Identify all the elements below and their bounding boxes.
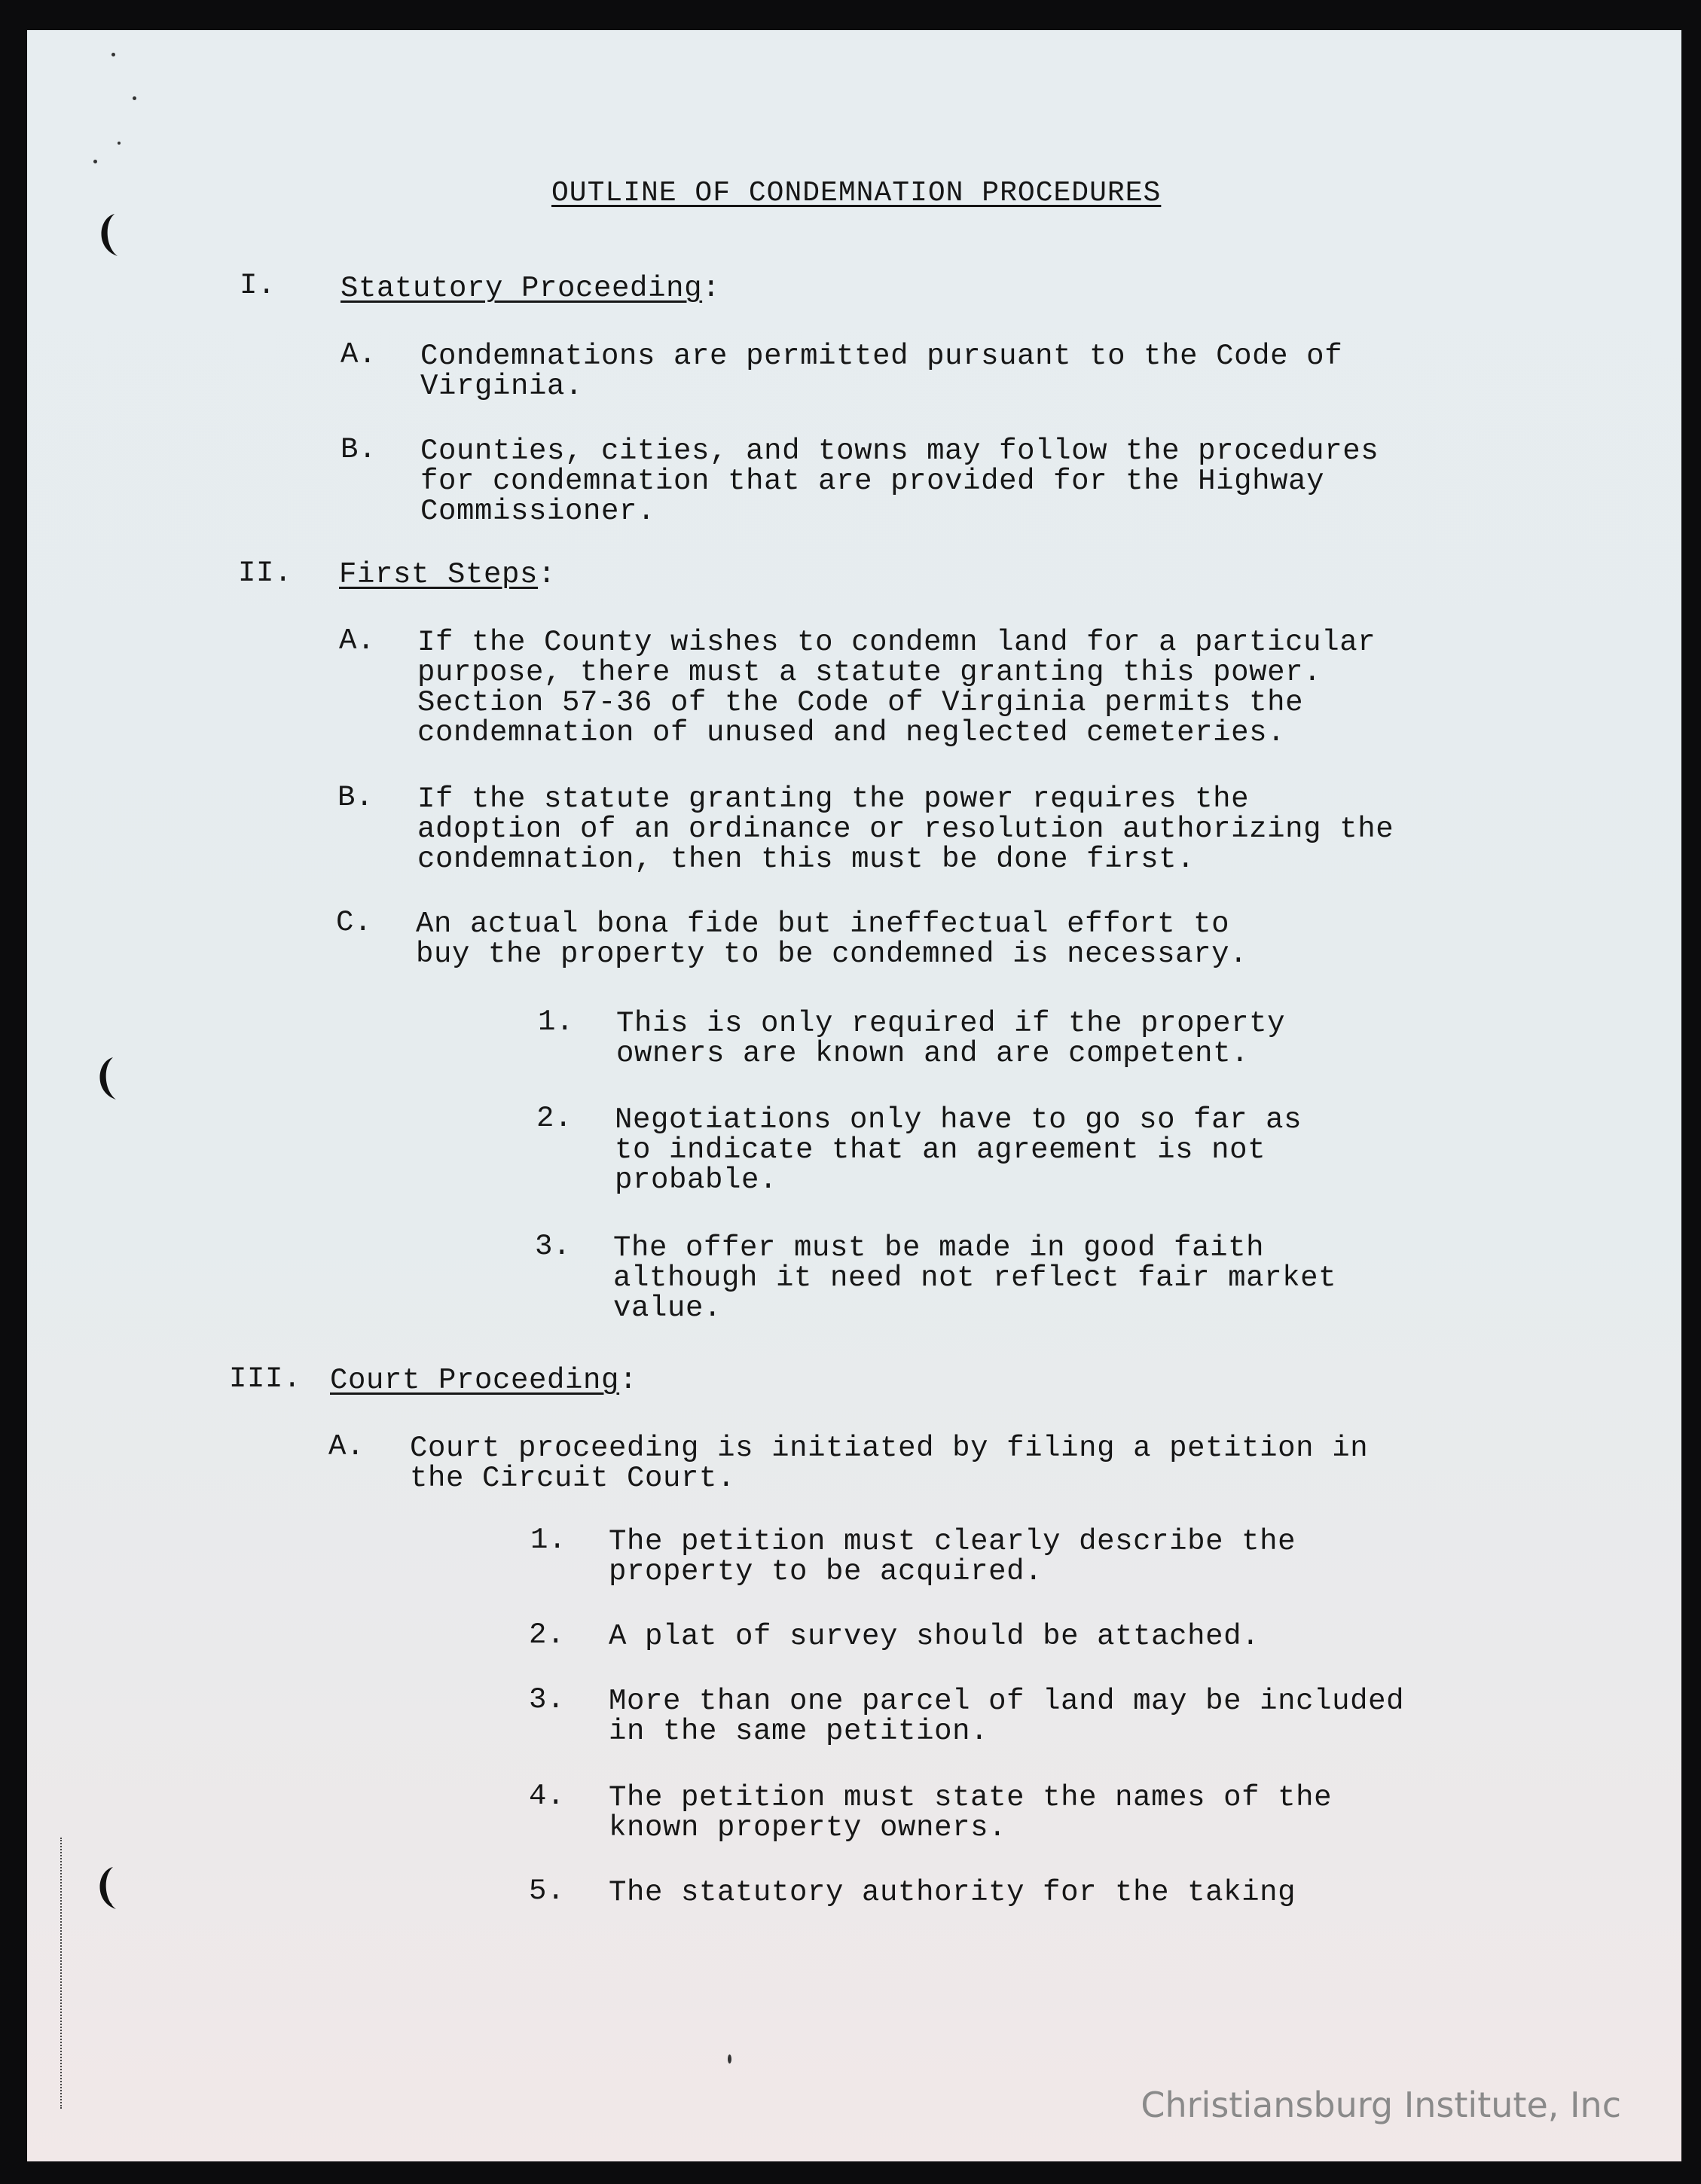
item-text-line: Section 57-36 of the Code of Virginia permits the [417,686,1304,719]
subitem-text-line: property to be acquired. [609,1555,1043,1588]
speck [111,53,115,56]
item-letter: C. [336,906,373,939]
item-letter: B. [337,781,374,814]
document-title: OUTLINE OF CONDEMNATION PROCEDURES [551,177,1162,209]
item-text-line: If the statute granting the power requires the [417,782,1250,816]
item-letter: B. [341,433,377,466]
item-text-line: purpose, there must a statute granting this power. [417,656,1322,689]
subitem-text-line: Negotiations only have to go so far as [615,1103,1302,1136]
item-text-line: Commissioner. [420,495,656,528]
item-text-line: If the County wishes to condemn land for a particular [417,626,1376,659]
punch-hole-icon [90,1864,122,1912]
item-text-line: condemnation of unused and neglected cemeteries. [417,716,1286,749]
subitem-text-line: This is only required if the property [616,1007,1286,1040]
subitem-text-line: The offer must be made in good faith [613,1231,1265,1264]
item-text-line: condemnation, then this must be done first. [417,843,1196,876]
item-text-line: Court proceeding is initiated by filing a petition in [410,1432,1369,1465]
subitem-text-line: The petition must state the names of the [609,1781,1333,1814]
subitem-text-line: known property owners. [609,1811,1007,1844]
subitem-text-line: to indicate that an agreement is not [615,1133,1266,1167]
subitem-number: 1. [538,1005,575,1039]
subitem-number: 1. [530,1524,567,1557]
section-numeral: III. [229,1362,302,1396]
section-numeral: I. [240,269,276,302]
item-letter: A. [341,338,377,371]
subitem-number: 4. [529,1780,566,1813]
subitem-text-line: probable. [615,1164,778,1197]
subitem-text-line: value. [613,1292,722,1325]
subitem-number: 5. [529,1874,566,1908]
subitem-number: 2. [536,1102,573,1135]
subitem-text-line: The petition must clearly describe the [609,1525,1296,1558]
margin-artifact [60,1838,63,2109]
item-text-line: the Circuit Court. [410,1462,736,1495]
item-letter: A. [328,1430,365,1463]
item-letter: A. [339,624,376,657]
watermark-text: Christiansburg Institute, Inc [1141,2085,1621,2125]
subitem-text-line: A plat of survey should be attached. [609,1620,1260,1653]
section-heading: First Steps: [339,558,557,591]
item-text-line: adoption of an ordinance or resolution authorizing the [417,813,1394,846]
document-page [27,30,1681,2161]
subitem-number: 2. [529,1618,566,1652]
punch-hole-icon [90,1054,122,1103]
subitem-number: 3. [529,1683,566,1716]
punch-hole-icon [92,211,124,259]
speck [93,160,97,163]
speck [133,96,136,100]
item-text-line: buy the property to be condemned is necessary. [416,938,1248,971]
speck [728,2054,731,2064]
subitem-text-line: owners are known and are competent. [616,1037,1250,1070]
item-text-line: for condemnation that are provided for the Highway [420,465,1325,498]
subitem-text-line: in the same petition. [609,1715,989,1748]
subitem-text-line: The statutory authority for the taking [609,1876,1296,1909]
speck [118,142,121,145]
subitem-number: 3. [535,1230,572,1263]
subitem-text-line: More than one parcel of land may be included [609,1685,1405,1718]
item-text-line: Condemnations are permitted pursuant to the Code of [420,340,1343,373]
item-text-line: Virginia. [420,370,584,403]
section-numeral: II. [238,557,293,590]
item-text-line: Counties, cities, and towns may follow the procedures [420,435,1379,468]
item-text-line: An actual bona fide but ineffectual effort to [416,907,1230,941]
section-heading: Court Proceeding: [330,1364,638,1397]
subitem-text-line: although it need not reflect fair market [613,1261,1337,1295]
section-heading: Statutory Proceeding: [341,272,721,305]
